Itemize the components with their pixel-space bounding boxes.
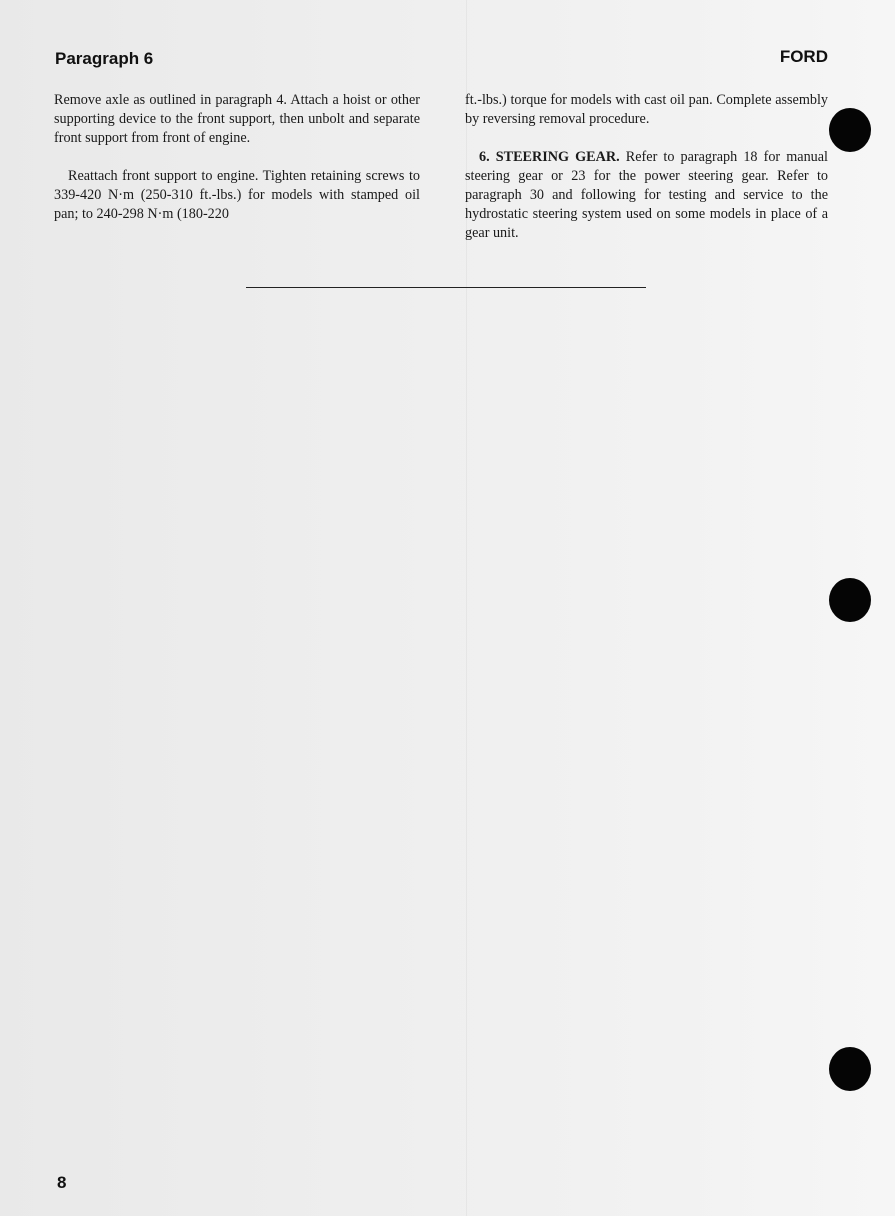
right-paragraph-1: ft.-lbs.) torque for models with cast oil pan. Complete assembly by reversing removal procedure. (465, 92, 828, 127)
binder-hole-middle (829, 578, 871, 622)
left-paragraph-2: Reattach front support to engine. Tighten retaining screws to 339-420 N·m (250-310 ft.-lbs.) for models with stamped oil pan; to 240-298 N·m (180-220 (54, 168, 420, 222)
brand-header: FORD (779, 47, 828, 66)
left-column (54, 91, 420, 224)
left-paragraph-1: Remove axle as outlined in paragraph 4. Attach a hoist or other supporting device to the front support, then unbolt and separate front support from front of engine. (54, 92, 420, 146)
section-divider (246, 287, 646, 288)
page-number: 8 (57, 1173, 67, 1192)
steering-gear-heading: 6. STEERING GEAR. (479, 149, 620, 165)
right-column (465, 91, 828, 243)
section-header: Paragraph 6 (55, 49, 154, 68)
binder-hole-bottom (829, 1047, 871, 1091)
binder-hole-top (829, 108, 871, 152)
right-paragraph-2 (465, 148, 828, 243)
steering-gear-text: Refer to paragraph 18 for manual steering gear or 23 for the power steering gear. Refer to paragraph 30 and following for testing and service to the hydrostatic steering system used on some models in place of a gear unit. (465, 149, 829, 241)
